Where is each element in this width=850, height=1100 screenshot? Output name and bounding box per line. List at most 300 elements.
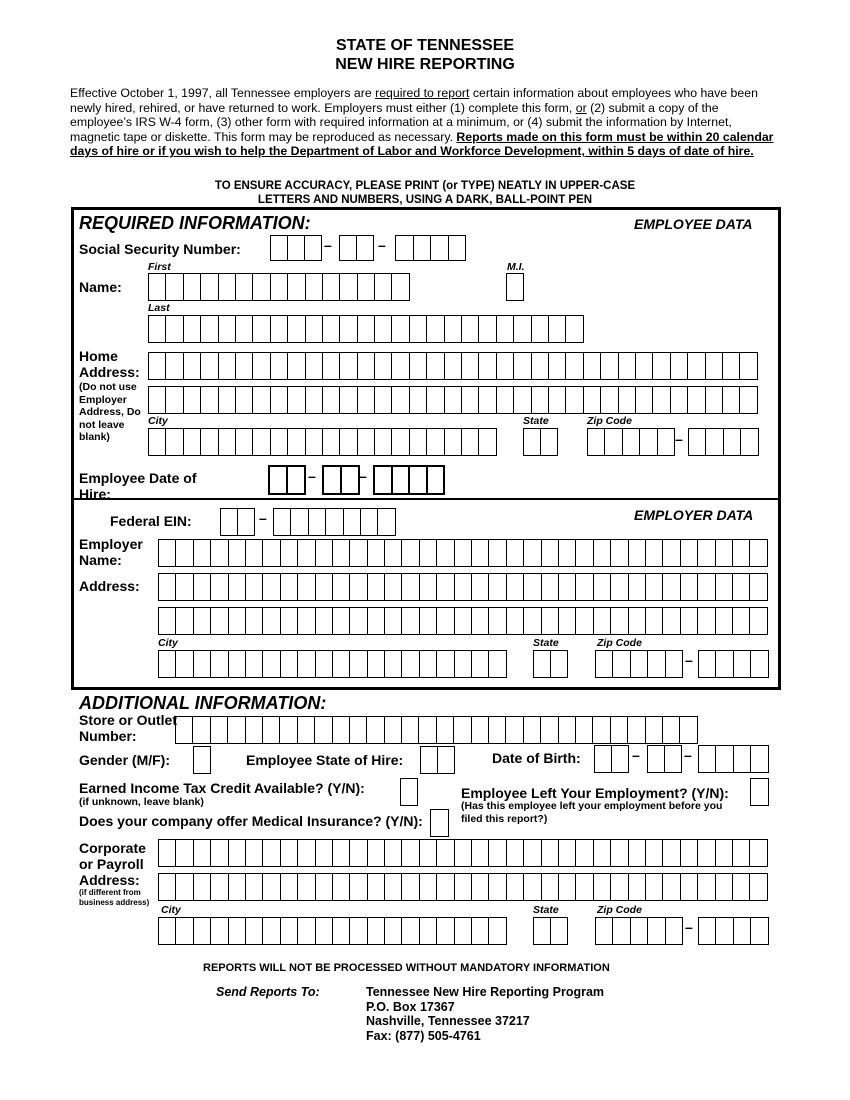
- character-cell[interactable]: [201, 353, 218, 379]
- character-cell[interactable]: [316, 540, 333, 566]
- character-cell[interactable]: [149, 387, 166, 413]
- corporate-address-line1-input[interactable]: [158, 839, 768, 867]
- character-cell[interactable]: [445, 353, 462, 379]
- character-cell[interactable]: [472, 717, 489, 743]
- character-cell[interactable]: [666, 651, 683, 677]
- character-cell[interactable]: [559, 540, 576, 566]
- character-cell[interactable]: [211, 840, 228, 866]
- character-cell[interactable]: [211, 918, 228, 944]
- character-cell[interactable]: [238, 509, 255, 535]
- character-cell[interactable]: [281, 574, 298, 600]
- character-cell[interactable]: [698, 840, 715, 866]
- character-cell[interactable]: [750, 874, 767, 900]
- character-cell[interactable]: [640, 429, 657, 455]
- character-cell[interactable]: [646, 717, 663, 743]
- character-cell[interactable]: [549, 353, 566, 379]
- character-cell[interactable]: [166, 429, 183, 455]
- character-cell[interactable]: [699, 651, 716, 677]
- character-cell[interactable]: [358, 274, 375, 300]
- store-number-input[interactable]: [175, 716, 698, 744]
- character-cell[interactable]: [271, 316, 288, 342]
- character-cell[interactable]: [288, 236, 305, 260]
- character-cell[interactable]: [211, 540, 228, 566]
- character-cell[interactable]: [253, 274, 270, 300]
- character-cell[interactable]: [551, 918, 568, 944]
- character-cell[interactable]: [368, 918, 385, 944]
- character-cell[interactable]: [166, 274, 183, 300]
- character-cell[interactable]: [566, 353, 583, 379]
- character-cell[interactable]: [166, 387, 183, 413]
- character-cell[interactable]: [375, 274, 392, 300]
- character-cell[interactable]: [507, 274, 524, 300]
- character-cell[interactable]: [507, 540, 524, 566]
- character-cell[interactable]: [420, 918, 437, 944]
- character-cell[interactable]: [455, 918, 472, 944]
- character-cell[interactable]: [566, 387, 583, 413]
- character-cell[interactable]: [176, 840, 193, 866]
- employer-state-input[interactable]: [533, 650, 568, 678]
- character-cell[interactable]: [263, 874, 280, 900]
- character-cell[interactable]: [229, 574, 246, 600]
- character-cell[interactable]: [489, 918, 506, 944]
- character-cell[interactable]: [629, 540, 646, 566]
- character-cell[interactable]: [410, 353, 427, 379]
- character-cell[interactable]: [427, 429, 444, 455]
- character-cell[interactable]: [663, 840, 680, 866]
- employer-zip4-input[interactable]: [698, 650, 769, 678]
- character-cell[interactable]: [350, 840, 367, 866]
- character-cell[interactable]: [211, 608, 228, 634]
- character-cell[interactable]: [159, 540, 176, 566]
- character-cell[interactable]: [393, 467, 411, 493]
- character-cell[interactable]: [455, 840, 472, 866]
- character-cell[interactable]: [594, 574, 611, 600]
- character-cell[interactable]: [201, 387, 218, 413]
- character-cell[interactable]: [472, 874, 489, 900]
- character-cell[interactable]: [316, 574, 333, 600]
- character-cell[interactable]: [324, 467, 342, 493]
- character-cell[interactable]: [316, 874, 333, 900]
- character-cell[interactable]: [472, 840, 489, 866]
- character-cell[interactable]: [524, 717, 541, 743]
- character-cell[interactable]: [385, 874, 402, 900]
- character-cell[interactable]: [194, 540, 211, 566]
- character-cell[interactable]: [593, 717, 610, 743]
- character-cell[interactable]: [455, 540, 472, 566]
- character-cell[interactable]: [462, 316, 479, 342]
- character-cell[interactable]: [306, 316, 323, 342]
- character-cell[interactable]: [211, 651, 228, 677]
- character-cell[interactable]: [368, 540, 385, 566]
- character-cell[interactable]: [653, 387, 670, 413]
- character-cell[interactable]: [542, 540, 559, 566]
- character-cell[interactable]: [194, 874, 211, 900]
- character-cell[interactable]: [479, 429, 496, 455]
- character-cell[interactable]: [427, 316, 444, 342]
- character-cell[interactable]: [646, 608, 663, 634]
- character-cell[interactable]: [392, 316, 409, 342]
- character-cell[interactable]: [358, 429, 375, 455]
- character-cell[interactable]: [497, 316, 514, 342]
- character-cell[interactable]: [333, 717, 350, 743]
- character-cell[interactable]: [559, 574, 576, 600]
- character-cell[interactable]: [449, 236, 467, 260]
- character-cell[interactable]: [419, 717, 436, 743]
- character-cell[interactable]: [201, 274, 218, 300]
- character-cell[interactable]: [392, 387, 409, 413]
- character-cell[interactable]: [253, 316, 270, 342]
- character-cell[interactable]: [698, 540, 715, 566]
- character-cell[interactable]: [194, 651, 211, 677]
- character-cell[interactable]: [176, 574, 193, 600]
- character-cell[interactable]: [288, 387, 305, 413]
- character-cell[interactable]: [750, 574, 767, 600]
- character-cell[interactable]: [246, 918, 263, 944]
- character-cell[interactable]: [396, 236, 414, 260]
- character-cell[interactable]: [437, 840, 454, 866]
- character-cell[interactable]: [305, 236, 322, 260]
- character-cell[interactable]: [740, 387, 757, 413]
- character-cell[interactable]: [149, 274, 166, 300]
- character-cell[interactable]: [613, 918, 630, 944]
- character-cell[interactable]: [706, 353, 723, 379]
- character-cell[interactable]: [716, 874, 733, 900]
- character-cell[interactable]: [663, 540, 680, 566]
- character-cell[interactable]: [263, 651, 280, 677]
- character-cell[interactable]: [357, 236, 374, 260]
- character-cell[interactable]: [246, 651, 263, 677]
- character-cell[interactable]: [246, 840, 263, 866]
- character-cell[interactable]: [489, 651, 506, 677]
- character-cell[interactable]: [270, 467, 288, 493]
- character-cell[interactable]: [431, 236, 449, 260]
- character-cell[interactable]: [323, 353, 340, 379]
- character-cell[interactable]: [306, 274, 323, 300]
- character-cell[interactable]: [309, 509, 326, 535]
- character-cell[interactable]: [751, 918, 768, 944]
- character-cell[interactable]: [750, 608, 767, 634]
- character-cell[interactable]: [281, 608, 298, 634]
- character-cell[interactable]: [576, 608, 593, 634]
- character-cell[interactable]: [542, 574, 559, 600]
- character-cell[interactable]: [385, 717, 402, 743]
- character-cell[interactable]: [281, 918, 298, 944]
- character-cell[interactable]: [194, 747, 211, 773]
- character-cell[interactable]: [236, 387, 253, 413]
- character-cell[interactable]: [323, 429, 340, 455]
- character-cell[interactable]: [333, 874, 350, 900]
- character-cell[interactable]: [361, 509, 378, 535]
- character-cell[interactable]: [402, 608, 419, 634]
- character-cell[interactable]: [524, 874, 541, 900]
- character-cell[interactable]: [723, 353, 740, 379]
- medical-insurance-input[interactable]: [430, 809, 449, 837]
- character-cell[interactable]: [211, 717, 228, 743]
- character-cell[interactable]: [184, 387, 201, 413]
- character-cell[interactable]: [288, 316, 305, 342]
- character-cell[interactable]: [734, 746, 751, 772]
- character-cell[interactable]: [263, 918, 280, 944]
- character-cell[interactable]: [437, 608, 454, 634]
- character-cell[interactable]: [229, 874, 246, 900]
- character-cell[interactable]: [559, 840, 576, 866]
- character-cell[interactable]: [612, 746, 629, 772]
- character-cell[interactable]: [176, 874, 193, 900]
- character-cell[interactable]: [613, 651, 630, 677]
- character-cell[interactable]: [437, 540, 454, 566]
- character-cell[interactable]: [542, 840, 559, 866]
- character-cell[interactable]: [201, 429, 218, 455]
- character-cell[interactable]: [549, 387, 566, 413]
- character-cell[interactable]: [306, 387, 323, 413]
- character-cell[interactable]: [421, 747, 438, 773]
- character-cell[interactable]: [253, 387, 270, 413]
- character-cell[interactable]: [716, 918, 733, 944]
- character-cell[interactable]: [532, 387, 549, 413]
- character-cell[interactable]: [350, 574, 367, 600]
- character-cell[interactable]: [549, 316, 566, 342]
- character-cell[interactable]: [733, 608, 750, 634]
- character-cell[interactable]: [665, 746, 682, 772]
- character-cell[interactable]: [368, 651, 385, 677]
- character-cell[interactable]: [385, 651, 402, 677]
- character-cell[interactable]: [594, 874, 611, 900]
- dob-month-input[interactable]: [594, 745, 629, 773]
- employer-name-input[interactable]: [158, 539, 768, 567]
- character-cell[interactable]: [420, 608, 437, 634]
- character-cell[interactable]: [420, 651, 437, 677]
- character-cell[interactable]: [281, 540, 298, 566]
- home-address-line2-input[interactable]: [148, 386, 758, 414]
- character-cell[interactable]: [534, 918, 551, 944]
- character-cell[interactable]: [462, 429, 479, 455]
- character-cell[interactable]: [646, 874, 663, 900]
- character-cell[interactable]: [149, 316, 166, 342]
- character-cell[interactable]: [288, 429, 305, 455]
- character-cell[interactable]: [350, 874, 367, 900]
- character-cell[interactable]: [149, 353, 166, 379]
- character-cell[interactable]: [306, 353, 323, 379]
- character-cell[interactable]: [472, 574, 489, 600]
- character-cell[interactable]: [596, 651, 613, 677]
- character-cell[interactable]: [385, 608, 402, 634]
- character-cell[interactable]: [663, 874, 680, 900]
- character-cell[interactable]: [629, 608, 646, 634]
- character-cell[interactable]: [576, 840, 593, 866]
- character-cell[interactable]: [594, 840, 611, 866]
- character-cell[interactable]: [524, 429, 541, 455]
- character-cell[interactable]: [489, 717, 506, 743]
- character-cell[interactable]: [340, 274, 357, 300]
- character-cell[interactable]: [663, 574, 680, 600]
- character-cell[interactable]: [431, 810, 449, 836]
- character-cell[interactable]: [445, 429, 462, 455]
- character-cell[interactable]: [402, 574, 419, 600]
- character-cell[interactable]: [368, 840, 385, 866]
- character-cell[interactable]: [298, 540, 315, 566]
- character-cell[interactable]: [681, 608, 698, 634]
- character-cell[interactable]: [489, 608, 506, 634]
- character-cell[interactable]: [340, 353, 357, 379]
- character-cell[interactable]: [716, 746, 733, 772]
- character-cell[interactable]: [479, 387, 496, 413]
- character-cell[interactable]: [402, 840, 419, 866]
- character-cell[interactable]: [559, 874, 576, 900]
- character-cell[interactable]: [358, 353, 375, 379]
- character-cell[interactable]: [159, 651, 176, 677]
- character-cell[interactable]: [378, 509, 395, 535]
- character-cell[interactable]: [605, 429, 622, 455]
- character-cell[interactable]: [542, 608, 559, 634]
- character-cell[interactable]: [344, 509, 361, 535]
- character-cell[interactable]: [689, 429, 706, 455]
- character-cell[interactable]: [219, 353, 236, 379]
- employer-address-line2-input[interactable]: [158, 607, 768, 635]
- character-cell[interactable]: [375, 387, 392, 413]
- character-cell[interactable]: [594, 540, 611, 566]
- character-cell[interactable]: [601, 353, 618, 379]
- character-cell[interactable]: [298, 918, 315, 944]
- character-cell[interactable]: [333, 574, 350, 600]
- character-cell[interactable]: [420, 874, 437, 900]
- character-cell[interactable]: [534, 651, 551, 677]
- character-cell[interactable]: [698, 874, 715, 900]
- character-cell[interactable]: [454, 717, 471, 743]
- character-cell[interactable]: [274, 509, 291, 535]
- character-cell[interactable]: [316, 840, 333, 866]
- character-cell[interactable]: [541, 717, 558, 743]
- character-cell[interactable]: [184, 429, 201, 455]
- character-cell[interactable]: [671, 387, 688, 413]
- character-cell[interactable]: [596, 918, 613, 944]
- character-cell[interactable]: [740, 353, 757, 379]
- character-cell[interactable]: [392, 353, 409, 379]
- character-cell[interactable]: [601, 387, 618, 413]
- character-cell[interactable]: [350, 918, 367, 944]
- character-cell[interactable]: [306, 429, 323, 455]
- character-cell[interactable]: [437, 717, 454, 743]
- character-cell[interactable]: [340, 316, 357, 342]
- character-cell[interactable]: [576, 540, 593, 566]
- character-cell[interactable]: [271, 429, 288, 455]
- character-cell[interactable]: [751, 779, 769, 805]
- character-cell[interactable]: [681, 540, 698, 566]
- character-cell[interactable]: [194, 574, 211, 600]
- character-cell[interactable]: [375, 467, 393, 493]
- character-cell[interactable]: [479, 316, 496, 342]
- character-cell[interactable]: [462, 387, 479, 413]
- character-cell[interactable]: [420, 574, 437, 600]
- character-cell[interactable]: [680, 717, 697, 743]
- character-cell[interactable]: [263, 574, 280, 600]
- character-cell[interactable]: [166, 316, 183, 342]
- character-cell[interactable]: [350, 540, 367, 566]
- character-cell[interactable]: [594, 608, 611, 634]
- character-cell[interactable]: [316, 608, 333, 634]
- character-cell[interactable]: [263, 540, 280, 566]
- character-cell[interactable]: [716, 540, 733, 566]
- character-cell[interactable]: [176, 608, 193, 634]
- character-cell[interactable]: [271, 387, 288, 413]
- character-cell[interactable]: [246, 574, 263, 600]
- character-cell[interactable]: [584, 353, 601, 379]
- character-cell[interactable]: [716, 608, 733, 634]
- character-cell[interactable]: [420, 840, 437, 866]
- character-cell[interactable]: [653, 353, 670, 379]
- character-cell[interactable]: [149, 429, 166, 455]
- employer-address-line1-input[interactable]: [158, 573, 768, 601]
- home-state-input[interactable]: [523, 428, 558, 456]
- character-cell[interactable]: [514, 316, 531, 342]
- character-cell[interactable]: [368, 874, 385, 900]
- character-cell[interactable]: [698, 574, 715, 600]
- character-cell[interactable]: [219, 316, 236, 342]
- character-cell[interactable]: [323, 387, 340, 413]
- character-cell[interactable]: [514, 387, 531, 413]
- character-cell[interactable]: [559, 608, 576, 634]
- character-cell[interactable]: [298, 840, 315, 866]
- corporate-zip-input[interactable]: [595, 917, 683, 945]
- character-cell[interactable]: [298, 574, 315, 600]
- character-cell[interactable]: [472, 651, 489, 677]
- middle-initial-input[interactable]: [506, 273, 524, 301]
- character-cell[interactable]: [507, 840, 524, 866]
- character-cell[interactable]: [427, 387, 444, 413]
- character-cell[interactable]: [402, 874, 419, 900]
- character-cell[interactable]: [681, 874, 698, 900]
- character-cell[interactable]: [333, 540, 350, 566]
- character-cell[interactable]: [733, 574, 750, 600]
- character-cell[interactable]: [271, 274, 288, 300]
- character-cell[interactable]: [524, 574, 541, 600]
- character-cell[interactable]: [288, 353, 305, 379]
- character-cell[interactable]: [628, 717, 645, 743]
- character-cell[interactable]: [326, 509, 343, 535]
- character-cell[interactable]: [566, 316, 583, 342]
- character-cell[interactable]: [229, 540, 246, 566]
- character-cell[interactable]: [595, 746, 612, 772]
- character-cell[interactable]: [263, 608, 280, 634]
- character-cell[interactable]: [410, 429, 427, 455]
- character-cell[interactable]: [750, 540, 767, 566]
- character-cell[interactable]: [497, 353, 514, 379]
- character-cell[interactable]: [524, 840, 541, 866]
- character-cell[interactable]: [375, 429, 392, 455]
- character-cell[interactable]: [176, 540, 193, 566]
- character-cell[interactable]: [358, 387, 375, 413]
- character-cell[interactable]: [751, 746, 768, 772]
- character-cell[interactable]: [437, 874, 454, 900]
- home-address-line1-input[interactable]: [148, 352, 758, 380]
- character-cell[interactable]: [420, 540, 437, 566]
- character-cell[interactable]: [184, 274, 201, 300]
- character-cell[interactable]: [253, 353, 270, 379]
- character-cell[interactable]: [455, 874, 472, 900]
- character-cell[interactable]: [159, 840, 176, 866]
- character-cell[interactable]: [166, 353, 183, 379]
- hire-month-input[interactable]: [268, 465, 306, 495]
- character-cell[interactable]: [514, 353, 531, 379]
- character-cell[interactable]: [263, 840, 280, 866]
- character-cell[interactable]: [716, 840, 733, 866]
- character-cell[interactable]: [619, 387, 636, 413]
- character-cell[interactable]: [629, 840, 646, 866]
- character-cell[interactable]: [201, 316, 218, 342]
- character-cell[interactable]: [350, 608, 367, 634]
- character-cell[interactable]: [246, 608, 263, 634]
- character-cell[interactable]: [681, 574, 698, 600]
- character-cell[interactable]: [402, 717, 419, 743]
